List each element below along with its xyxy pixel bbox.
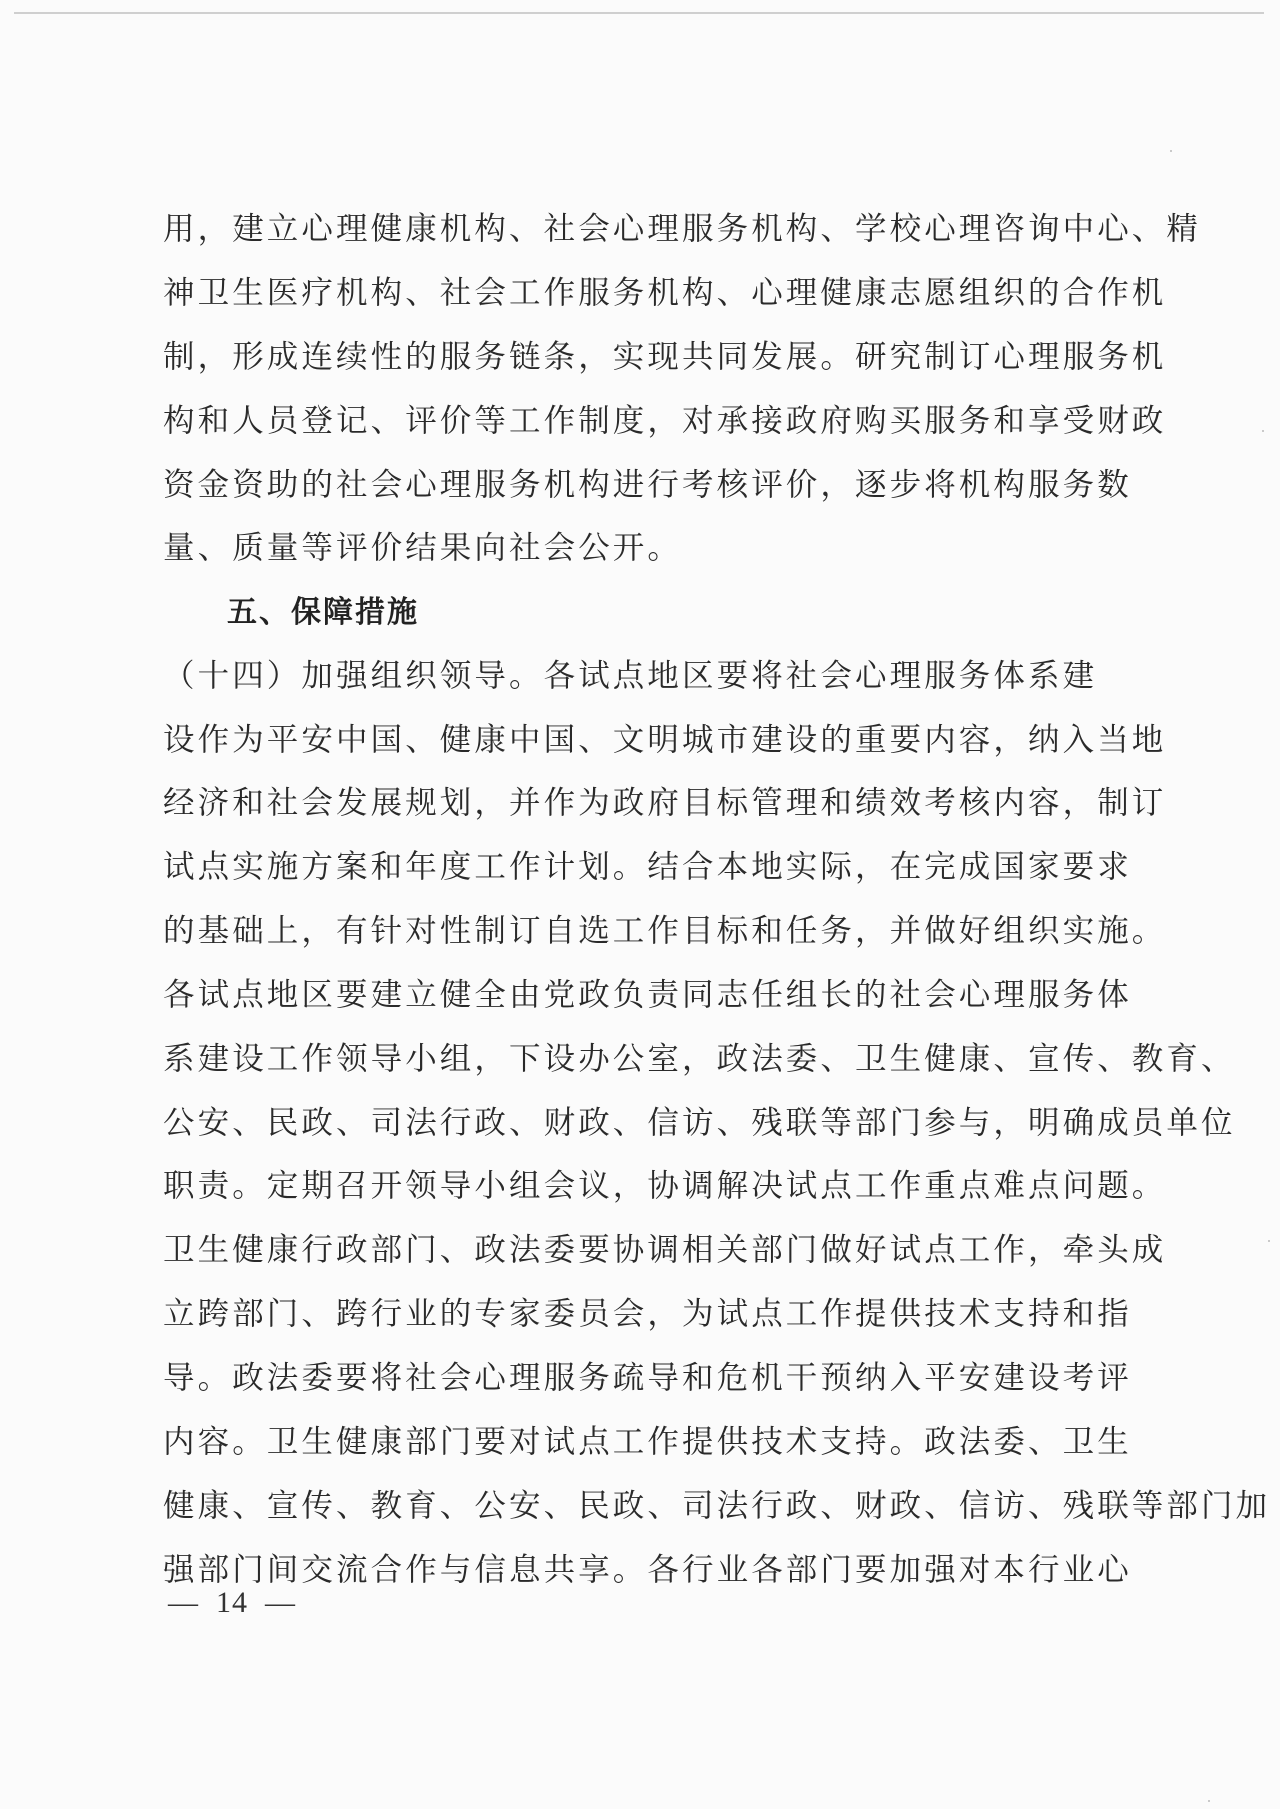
scan-speck (1268, 1240, 1270, 1242)
body-line: 导。政法委要将社会心理服务疏导和危机干预纳入平安建设考评 (163, 1360, 1132, 1396)
scan-top-edge (14, 12, 1264, 14)
body-line: 强部门间交流合作与信息共享。各行业各部门要加强对本行业心 (163, 1552, 1132, 1588)
body-line: 公安、民政、司法行政、财政、信访、残联等部门参与，明确成员单位 (163, 1105, 1236, 1141)
body-line: 的基础上，有针对性制订自选工作目标和任务，并做好组织实施。 (163, 913, 1167, 949)
page-number: — 14 — (168, 1586, 296, 1619)
body-line: 量、质量等评价结果向社会公开。 (163, 530, 683, 566)
scan-speck (1262, 430, 1264, 432)
body-line: 设作为平安中国、健康中国、文明城市建设的重要内容，纳入当地 (163, 722, 1167, 758)
scan-speck (1208, 1800, 1210, 1802)
body-line: 内容。卫生健康部门要对试点工作提供技术支持。政法委、卫生 (163, 1424, 1132, 1460)
body-line: 试点实施方案和年度工作计划。结合本地实际，在完成国家要求 (163, 849, 1132, 885)
body-line: 卫生健康行政部门、政法委要协调相关部门做好试点工作，牵头成 (163, 1232, 1167, 1268)
body-line: 各试点地区要建立健全由党政负责同志任组长的社会心理服务体 (163, 977, 1132, 1013)
scan-speck (1170, 150, 1172, 152)
body-line: 制，形成连续性的服务链条，实现共同发展。研究制订心理服务机 (163, 339, 1167, 375)
body-line: 立跨部门、跨行业的专家委员会，为试点工作提供技术支持和指 (163, 1296, 1132, 1332)
body-line: 健康、宣传、教育、公安、民政、司法行政、财政、信访、残联等部门加 (163, 1488, 1271, 1524)
section-heading: 五、保障措施 (227, 595, 419, 630)
body-line: 系建设工作领导小组，下设办公室，政法委、卫生健康、宣传、教育、 (163, 1041, 1236, 1077)
body-line: （十四）加强组织领导。各试点地区要将社会心理服务体系建 (163, 658, 1098, 694)
body-line: 经济和社会发展规划，并作为政府目标管理和绩效考核内容，制订 (163, 785, 1167, 821)
body-line: 构和人员登记、评价等工作制度，对承接政府购买服务和享受财政 (163, 403, 1167, 439)
body-line: 职责。定期召开领导小组会议，协调解决试点工作重点难点问题。 (163, 1168, 1167, 1204)
body-line: 用，建立心理健康机构、社会心理服务机构、学校心理咨询中心、精 (163, 211, 1202, 247)
body-line: 资金资助的社会心理服务机构进行考核评价，逐步将机构服务数 (163, 467, 1132, 503)
body-line: 神卫生医疗机构、社会工作服务机构、心理健康志愿组织的合作机 (163, 275, 1167, 311)
